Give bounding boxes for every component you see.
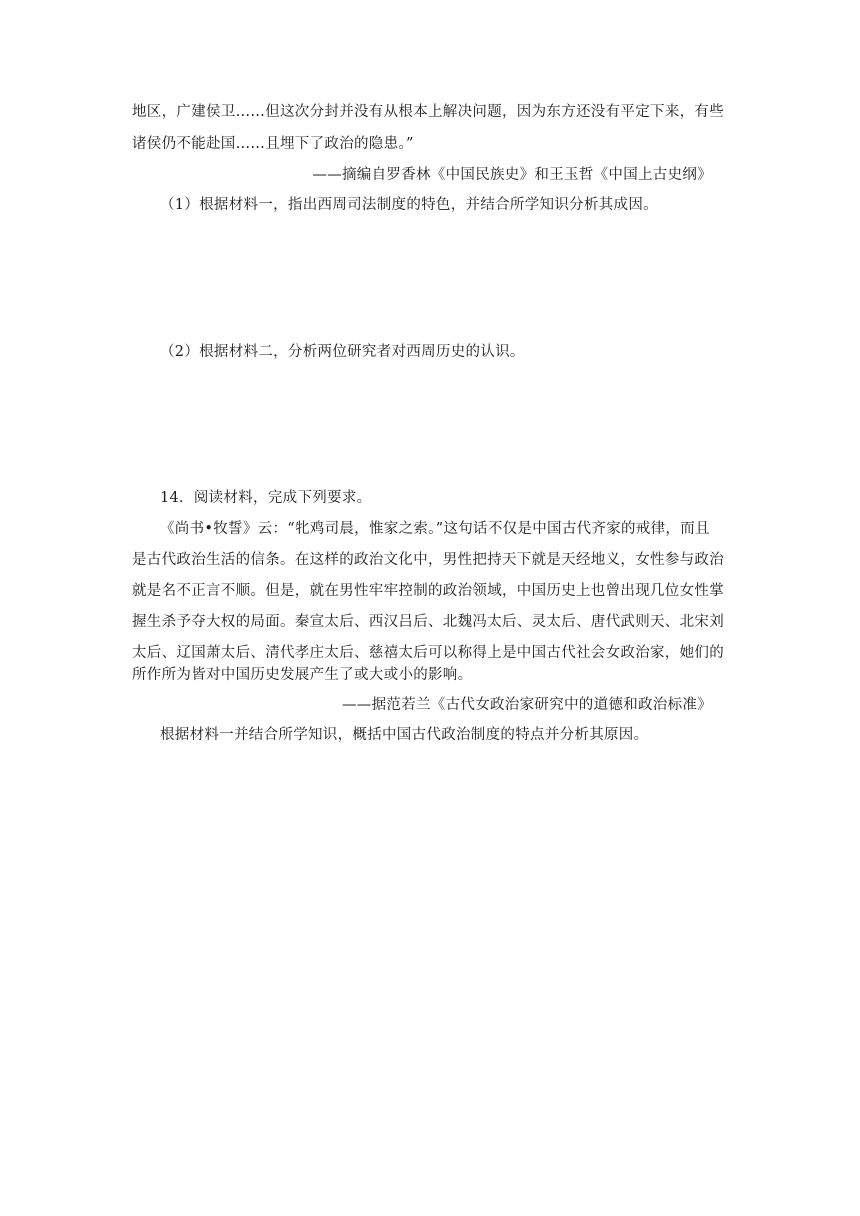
q14-passage-line: 《尚书•牧誓》云：“牝鸡司晨，惟家之索。”这句话不仅是中国古代齐家的戒律，而且 — [160, 521, 710, 537]
q14-heading: 14．阅读材料，完成下列要求。 — [160, 490, 372, 506]
material-two-line-1: 地区，广建侯卫……但这次分封并没有从根本上解决问题，因为东方还没有平定下来，有些 — [132, 104, 724, 120]
material-two-line-2: 诸侯仍不能赴国……且埋下了政治的隐患。” — [132, 136, 414, 152]
q14-passage-line: 就是名不正言不顺。但是，就在男性牢牢控制的政治领域，中国历史上也曾出现几位女性掌 — [132, 583, 724, 599]
q14-passage-line: 握生杀予夺大权的局面。秦宣太后、西汉吕后、北魏冯太后、灵太后、唐代武则天、北宋刘 — [132, 614, 724, 630]
q14-question: 根据材料一并结合所学知识，概括中国古代政治制度的特点并分析其原因。 — [160, 727, 649, 743]
q14-passage-line: 所作所为皆对中国历史发展产生了或大或小的影响。 — [132, 667, 473, 683]
q14-source: ——据范若兰《古代女政治家研究中的道德和政治标准》 — [342, 697, 712, 713]
q13-subquestion-2: （2）根据材料二，分析两位研究者对西周历史的认识。 — [160, 344, 525, 360]
q14-passage-line: 是古代政治生活的信条。在这样的政治文化中，男性把持天下就是天经地义，女性参与政治 — [132, 552, 724, 568]
q14-passage-line: 太后、辽国萧太后、清代孝庄太后、慈禧太后可以称得上是中国古代社会女政治家，她们的 — [132, 645, 724, 661]
material-two-source: ——摘编自罗香林《中国民族史》和王玉哲《中国上古史纲》 — [312, 167, 712, 183]
q13-subquestion-1: （1）根据材料一，指出西周司法制度的特色，并结合所学知识分析其成因。 — [160, 197, 658, 213]
